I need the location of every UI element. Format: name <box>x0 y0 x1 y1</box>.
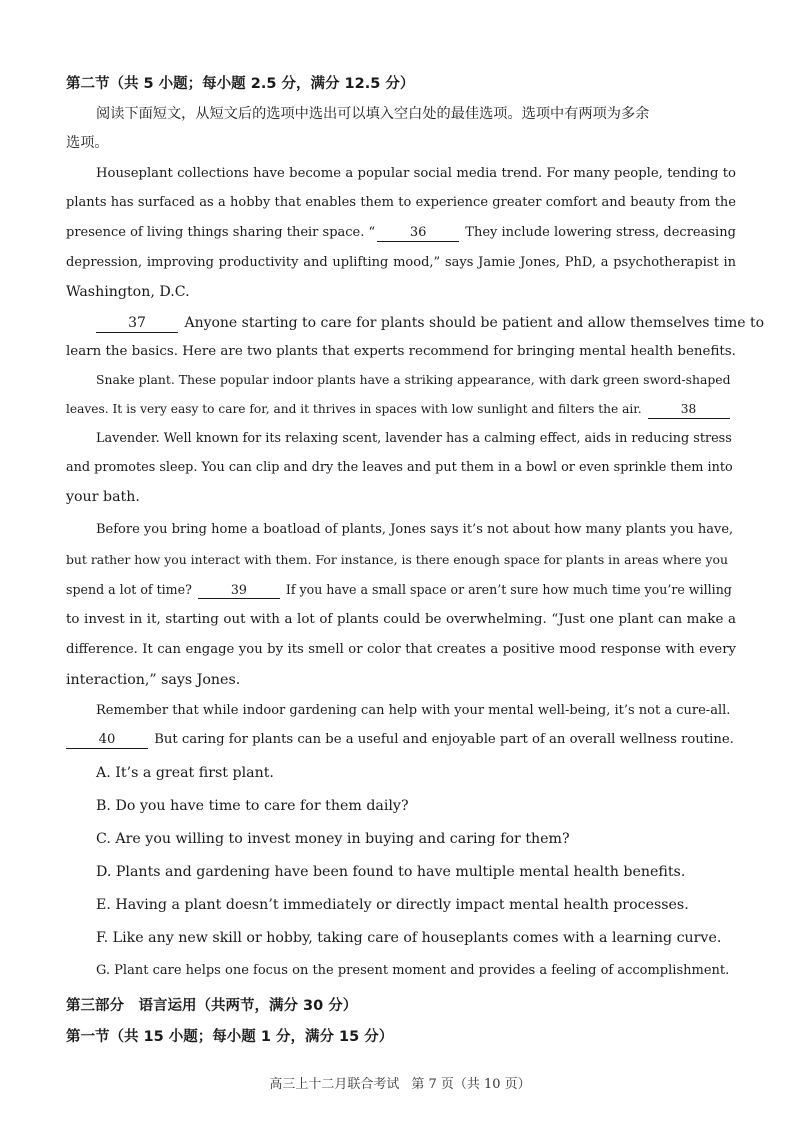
option-a: A. It’s a great first plant. <box>96 765 274 781</box>
passage-line <box>66 580 736 600</box>
passage-text: But caring for plants can be a useful and enjoyable part of an overall wellness routine. <box>154 732 734 747</box>
blank-38: 38 <box>648 401 730 419</box>
blank-37: 37 <box>96 315 178 333</box>
passage-text: They include lowering stress, decreasing <box>465 225 736 240</box>
passage-line <box>66 730 736 750</box>
passage-line <box>96 313 766 333</box>
passage-line: Remember that while indoor gardening can help with your mental well-being, it’s not a cure-all. <box>96 703 731 718</box>
passage-line: learn the basics. Here are two plants that experts recommend for bringing mental health benefits. <box>66 344 736 359</box>
part3-heading: 第三部分 语言运用（共两节，满分 30 分） <box>66 998 358 1014</box>
passage-line: depression, improving productivity and uplifting mood,” says Jamie Jones, PhD, a psychotherapist in <box>66 255 736 270</box>
option-b: B. Do you have time to care for them daily? <box>96 798 409 814</box>
option-g: G. Plant care helps one focus on the present moment and provides a feeling of accomplishment. <box>96 963 730 978</box>
passage-line: difference. It can engage you by its smell or color that creates a positive mood response with every <box>66 642 736 657</box>
passage-line: and promotes sleep. You can clip and dry the leaves and put them in a bowl or even sprinkle them into <box>66 460 733 475</box>
option-c: C. Are you willing to invest money in buying and caring for them? <box>96 831 570 847</box>
passage-text: leaves. It is very easy to care for, and it thrives in spaces with low sunlight and filters the air. <box>66 402 642 416</box>
passage-line: your bath. <box>66 489 140 505</box>
instruction-text-cont: 选项。 <box>66 135 109 151</box>
passage-line <box>66 223 736 243</box>
passage-line: Snake plant. These popular indoor plants have a striking appearance, with dark green sword-shaped <box>96 372 731 387</box>
passage-text: spend a lot of time? <box>66 582 192 597</box>
option-f: F. Like any new skill or hobby, taking care of houseplants comes with a learning curve. <box>96 930 722 946</box>
blank-36: 36 <box>377 224 459 242</box>
option-d: D. Plants and gardening have been found to have multiple mental health benefits. <box>96 864 686 880</box>
passage-text: If you have a small space or aren’t sure how much time you’re willing <box>285 582 732 597</box>
section-heading: 第二节（共 5 小题；每小题 2.5 分，满分 12.5 分） <box>66 76 415 92</box>
page-footer <box>0 1073 800 1092</box>
option-e: E. Having a plant doesn’t immediately or directly impact mental health processes. <box>96 897 689 913</box>
exam-name: 高三上十二月联合考试 <box>269 1077 400 1092</box>
page-number: 第 7 页（共 10 页） <box>411 1077 531 1092</box>
instruction-text: 阅读下面短文，从短文后的选项中选出可以填入空白处的最佳选项。选项中有两项为多余 <box>96 106 650 122</box>
blank-39: 39 <box>198 581 280 599</box>
passage-line: Houseplant collections have become a popular social media trend. For many people, tending to <box>96 166 736 181</box>
passage-line: interaction,” says Jones. <box>66 672 241 688</box>
passage-line: Washington, D.C. <box>66 284 190 300</box>
passage-text: presence of living things sharing their space. “ <box>66 225 376 240</box>
blank-40: 40 <box>66 731 148 749</box>
passage-line: Lavender. Well known for its relaxing scent, lavender has a calming effect, aids in reducing stress <box>96 431 732 446</box>
passage-line: Before you bring home a boatload of plants, Jones says it’s not about how many plants you have, <box>96 522 734 537</box>
part3-section1-heading: 第一节（共 15 小题；每小题 1 分，满分 15 分） <box>66 1029 394 1045</box>
passage-line: plants has surfaced as a hobby that enables them to experience greater comfort and beauty from the <box>66 195 736 210</box>
passage-line: but rather how you interact with them. For instance, is there enough space for plants in areas where you <box>66 552 728 567</box>
passage-line: to invest in it, starting out with a lot of plants could be overwhelming. “Just one plant can make a <box>66 612 736 627</box>
passage-text: Anyone starting to care for plants should be patient and allow themselves time to <box>184 315 765 331</box>
passage-line <box>66 399 736 419</box>
